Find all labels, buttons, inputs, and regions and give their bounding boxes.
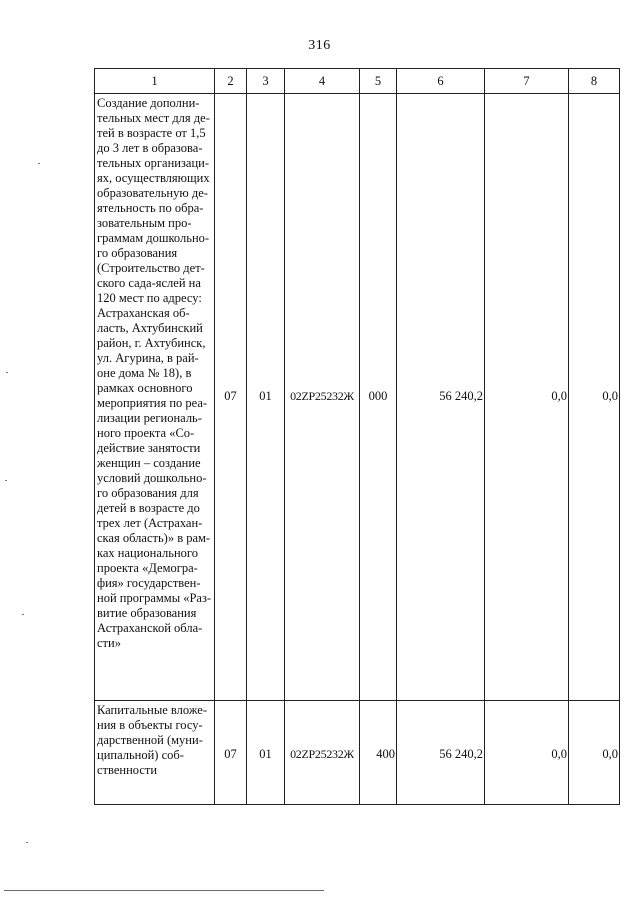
- column-header-2: 2: [215, 69, 247, 94]
- row-target-article-code: 02ZP25232Ж: [285, 701, 360, 805]
- row-target-article-code: 02ZP25232Ж: [285, 94, 360, 701]
- row-amount-col7: 0,0: [485, 94, 569, 701]
- column-header-7: 7: [485, 69, 569, 94]
- scan-speck: [6, 372, 8, 373]
- row-description: Создание дополни- тельных мест для де- тей в возрасте от 1,5 до 3 лет в образова- тельных организаци- ях, осуществляющих образовательную де- ятельность по обра- зовательным про- граммам дошкольно- го образования (Строительство дет- ского сада-яслей на 120 мест по адресу: Астраханская об- ласть, Ахтубинский район, г. Ахтубинск, ул. Агурина, в рай- оне дома № 18), в рамках основного мероприятия по реа- лизации региональ- ного проекта «Со- действие занятости женщин – создание условий дошкольно- го образования для детей в возрасте до трех лет (Астрахан- ская область)» в рам- ках национального проекта «Демогра- фия» государствен- ной программы «Раз- витие образования Астраханской обла- сти»: [95, 94, 215, 701]
- row-amount-col8: 0,0: [569, 94, 620, 701]
- table-header-row: [95, 69, 620, 94]
- column-header-1: 1: [95, 69, 215, 94]
- column-header-5: 5: [360, 69, 397, 94]
- row-section-code: 07: [215, 701, 247, 805]
- row-amount-col6: 56 240,2: [397, 94, 485, 701]
- row-description: Капитальные вложе- ния в объекты госу- дарственной (муни- ципальной) соб- ственности: [95, 701, 215, 805]
- scan-speck: [22, 614, 24, 615]
- table-row: [95, 94, 620, 701]
- row-amount-col6: 56 240,2: [397, 701, 485, 805]
- table-row: [95, 701, 620, 805]
- row-subsection-code: 01: [247, 94, 285, 701]
- row-amount-col7: 0,0: [485, 701, 569, 805]
- row-amount-col8: 0,0: [569, 701, 620, 805]
- row-section-code: 07: [215, 94, 247, 701]
- row-expense-type-code: 000: [360, 94, 397, 701]
- bottom-rule: [4, 890, 324, 891]
- scan-speck: [5, 480, 7, 481]
- column-header-4: 4: [285, 69, 360, 94]
- page-number: 316: [308, 38, 331, 53]
- row-expense-type-code: 400: [360, 701, 397, 805]
- scan-speck: [26, 842, 28, 843]
- column-header-3: 3: [247, 69, 285, 94]
- column-header-6: 6: [397, 69, 485, 94]
- column-header-8: 8: [569, 69, 620, 94]
- scan-speck: [38, 163, 40, 164]
- row-subsection-code: 01: [247, 701, 285, 805]
- budget-table: [94, 68, 620, 805]
